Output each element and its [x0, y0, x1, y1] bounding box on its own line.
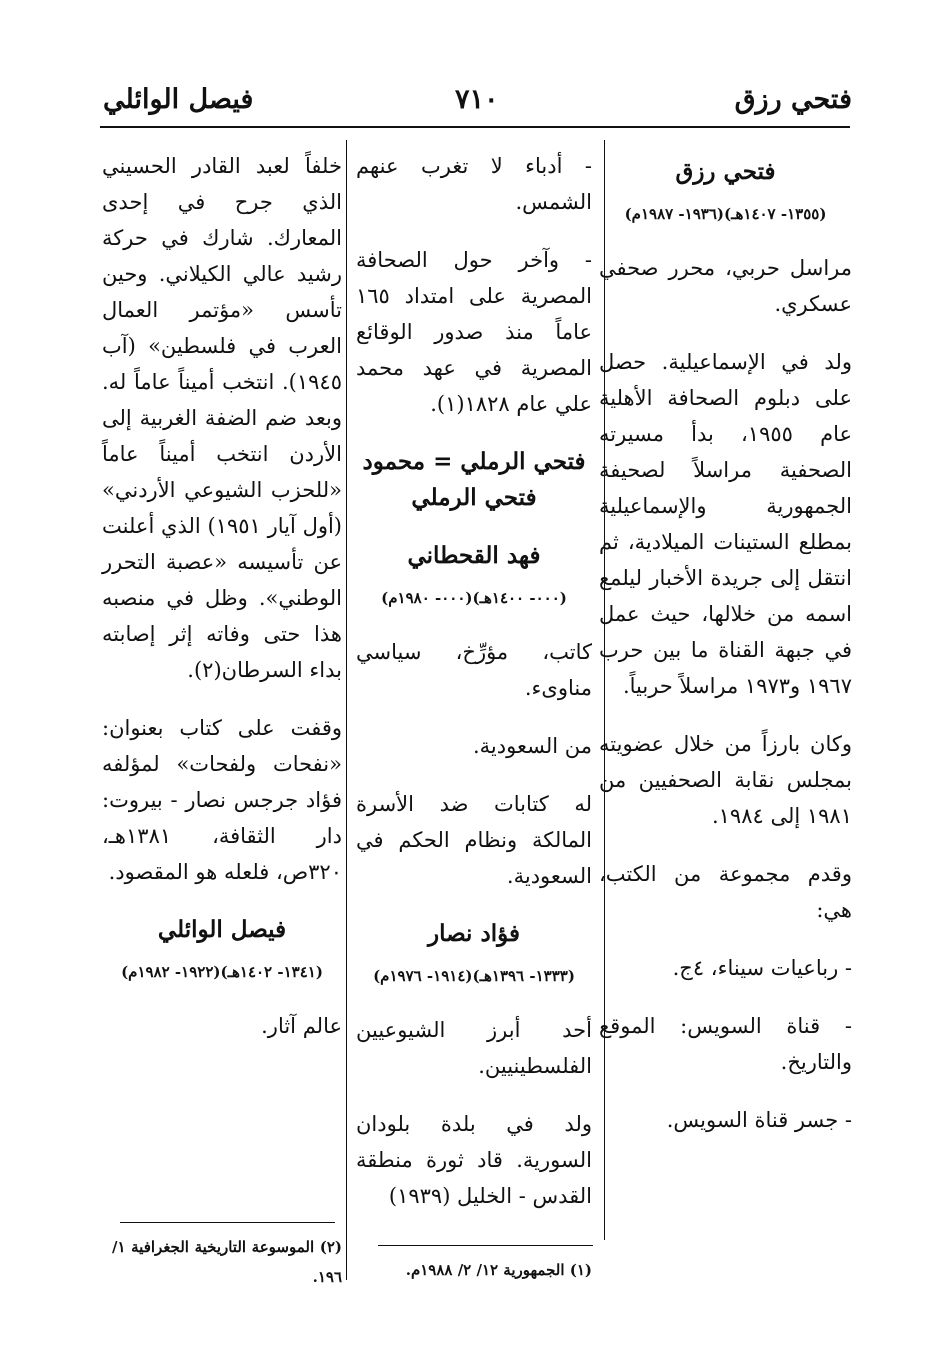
paragraph: مراسل حربي، محرر صحفي عسكري.	[599, 256, 852, 316]
running-header-left: فيصل الوائلي	[103, 84, 254, 115]
footnote: (١) الجمهورية ١٢/ ٢/ ١٩٨٨م.	[405, 1261, 592, 1279]
running-header-right: فتحي رزق	[734, 84, 852, 115]
entry-title: فتحي الرملي = محمود فتحي الرملي	[362, 448, 586, 511]
entry-title: فهد القحطاني	[407, 542, 541, 569]
header-rule	[100, 126, 850, 128]
entry-dates: (١٣٣٣- ١٣٩٦هـ)(١٩١٤- ١٩٧٦م)	[373, 967, 575, 985]
list-item: - وآخر حول الصحافة المصرية على امتداد ١٦٥ عاماً منذ صدور الوقائع المصرية في عهد محمد علي عام ١٨٢٨(١).	[356, 248, 592, 416]
footnote-rule	[120, 1222, 335, 1223]
footnote-rule	[378, 1245, 593, 1246]
paragraph: ولد في الإسماعيلية. حصل على دبلوم الصحافة الأهلية عام ١٩٥٥، بدأ مسيرته الصحفية مراسلاً لصحيفة الجمهورية والإسماعيلية بمطلع الستينات الميلادية، ثم انتقل إلى جريدة الأخبار ليلمع اسمه من خلالها، حيث عمل في جبهة القناة ما بين حرب ١٩٦٧ و١٩٧٣ مراسلاً حربياً.	[599, 350, 853, 698]
entry-dates: (١٣٥٥- ١٤٠٧هـ)(١٩٣٦- ١٩٨٧م)	[624, 205, 827, 223]
list-item: - جسر قناة السويس.	[666, 1108, 852, 1132]
paragraph: أحد أبرز الشيوعيين الفلسطينيين.	[356, 1018, 592, 1078]
entry-dates: (١٣٤١- ١٤٠٢هـ)(١٩٢٢- ١٩٨٢م)	[121, 963, 323, 981]
entry-title: فؤاد نصار	[428, 920, 520, 947]
page-number: ٧١٠	[455, 84, 499, 115]
list-item: - قناة السويس: الموقع والتاريخ.	[599, 1014, 852, 1074]
paragraph: عالم آثار.	[261, 1014, 342, 1038]
entry-title: فتحي رزق	[675, 158, 776, 185]
column-right	[599, 148, 852, 1160]
paragraph: كاتب، مؤرِّخ، سياسي مناوىء.	[356, 640, 592, 700]
entry-dates: (٠٠٠- ١٤٠٠هـ)(٠٠٠- ١٩٨٠م)	[381, 589, 567, 607]
list-item: - رباعيات سيناء، ٤ج.	[672, 956, 852, 980]
paragraph: له كتابات ضد الأسرة المالكة ونظام الحكم في السعودية.	[356, 792, 592, 888]
list-item: - أدباء لا تغرب عنهم الشمس.	[356, 154, 592, 214]
footnote: (٢) الموسوعة التاريخية الجغرافية ١/ ١٩٦.	[112, 1238, 342, 1286]
paragraph: وكان بارزاً من خلال عضويته بمجلس نقابة الصحفيين من ١٩٨١ إلى ١٩٨٤.	[599, 732, 852, 828]
paragraph: وقدم مجموعة من الكتب، هي:	[599, 862, 852, 922]
paragraph: ولد في بلدة بلودان السورية. قاد ثورة منطقة القدس - الخليل (١٩٣٩)	[356, 1112, 592, 1208]
paragraph: خلفاً لعبد القادر الحسيني الذي جرح في إحدى المعارك. شارك في حركة رشيد عالي الكيلاني. وحين تأسس «مؤتمر العمال العرب في فلسطين» (آب ١٩٤٥). انتخب أميناً عاماً له. وبعد ضم الضفة الغربية إلى الأردن انتخب أميناً عاماً «للحزب الشيوعي الأردني» (أول آيار ١٩٥١) الذي أعلنت عن تأسيسه «عصبة التحرر الوطني». وظل في منصبه هذا حتى وفاته إثر إصابته بداء السرطان(٢).	[102, 154, 343, 682]
column-left	[102, 148, 342, 1066]
paragraph: من السعودية.	[473, 734, 592, 758]
column-middle	[356, 148, 592, 1236]
column-divider-left	[346, 140, 347, 1280]
entry-title: فيصل الوائلي	[157, 916, 287, 943]
paragraph: وقفت على كتاب بعنوان: «نفحات ولفحات» لمؤلفه فؤاد جرجس نصار - بيروت: دار الثقافة، ١٣٨١هـ، ٣٢٠ص، فلعله هو المقصود.	[102, 716, 342, 884]
